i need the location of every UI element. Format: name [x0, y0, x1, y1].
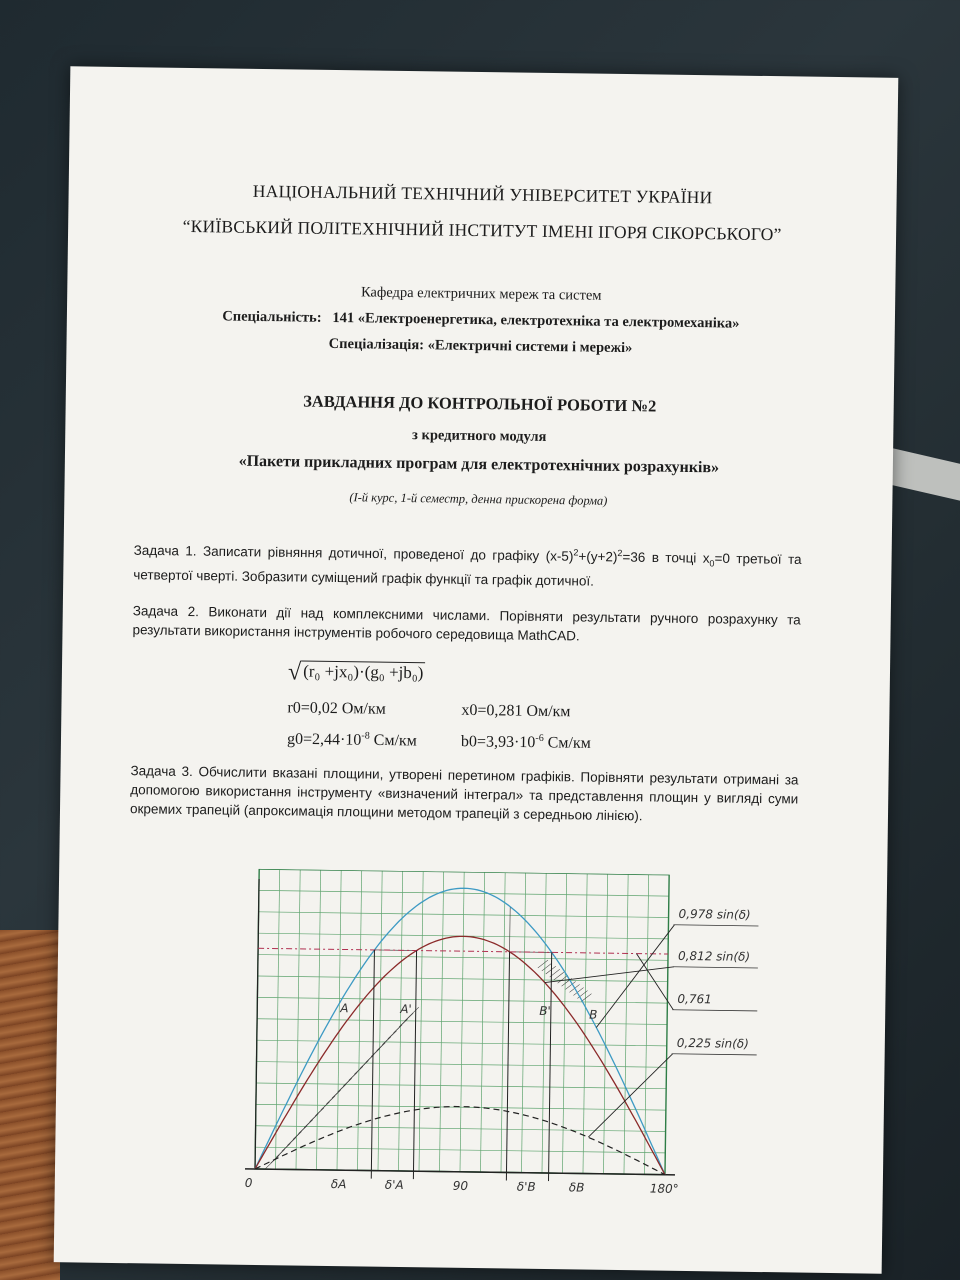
label-c1: 0,978 sin(δ) [678, 906, 751, 922]
point-a: A [340, 1001, 349, 1016]
hatch-line [282, 1137, 296, 1151]
hatch-line [287, 1131, 301, 1145]
hatch-line [538, 960, 548, 968]
hatch-line [388, 1025, 402, 1039]
label-pointer-lines [543, 923, 675, 1138]
specialty [67, 306, 895, 335]
task-title: ЗАВДАННЯ ДО КОНТРОЛЬНОЇ РОБОТИ №2 [303, 391, 657, 416]
axis-180: 180° [649, 1181, 679, 1196]
department: Кафедра електричних мереж та систем [360, 284, 602, 304]
label-underline-c1 [673, 925, 758, 926]
task-subtitle: з кредитного модуля [411, 427, 547, 445]
hatch-line [581, 994, 591, 1002]
delta-line [371, 950, 374, 1179]
task-3-graph [235, 869, 830, 1207]
formula-b0: $b0=3,93\cdot 10^{-6}$ См/км [460, 732, 591, 752]
module-name: «Пакети прикладних програм для електротехнічних розрахунків» [238, 452, 720, 477]
graph-grid [255, 869, 669, 1175]
hatch-line [293, 1125, 307, 1139]
point-a-prime: A' [400, 1001, 412, 1017]
formula-expression: √ (r₀ +jx₀)·(g₀ +jb₀) [288, 659, 426, 688]
hatch-line [354, 1060, 368, 1074]
axis-delta-b: δB [568, 1180, 585, 1195]
formula-g0: $g0=2,44\cdot 10^{-8}$ См/км [286, 730, 417, 750]
delta-line [413, 951, 416, 1180]
hatch-line [321, 1096, 335, 1110]
paper-sheet [54, 66, 899, 1273]
axis-90: 90 [452, 1178, 469, 1193]
label-c4: 0,225 sin(δ) [676, 1035, 749, 1051]
hatch-line [310, 1108, 324, 1122]
hatch-line [542, 963, 552, 971]
specialty-label: Спеціальність: [222, 308, 322, 326]
label-c3: 0,761 [677, 991, 712, 1007]
hatched-area-a [255, 948, 417, 1171]
hatch-line [546, 966, 556, 974]
university-line2: “КИЇВСЬКИЙ ПОЛІТЕХНІЧНИЙ ІНСТИТУТ ІМЕНІ ІГОРЯ СІКОРСЬКОГО” [182, 215, 782, 245]
hatch-line [304, 1114, 318, 1128]
delta-line [506, 952, 509, 1181]
hatch-line [326, 1090, 340, 1104]
label-underline-c4 [672, 1054, 757, 1055]
pointer-line [588, 1053, 672, 1139]
axis-delta-a: δA [330, 1177, 347, 1192]
label-c2: 0,812 sin(δ) [677, 948, 751, 964]
axis-delta-a-prime: δ'A [384, 1177, 404, 1193]
formula-r0: r0=0,02 Ом/км [287, 699, 386, 718]
course-note: (І-й курс, 1-й семестр, денна прискорена форма) [349, 490, 608, 508]
hatch-line [265, 1155, 279, 1169]
label-underline-c2 [673, 967, 758, 968]
axis-origin: 0 [244, 1175, 253, 1190]
hatch-line [558, 975, 568, 983]
task-2: Задача 2. Виконати дії над комплексними числами. Порівняти результати ручного розрахунку та результати використання інструментів робочого середовища MathCAD. [132, 603, 801, 644]
task-1: Задача 1. Записати рівняння дотичної, проведеної до графіку $(x-5)^2+(y+2)^2=36$ в точці $x_0=0$ третьої та четвертої чверті. Зобразити суміщений графік функції та графік дотичної. [133, 542, 802, 589]
specialty-value: 141 «Електроенергетика, електротехніка та електромеханіка» [332, 309, 740, 332]
label-underline-c3 [672, 1010, 757, 1011]
axis-delta-b-prime: δ'B [516, 1179, 536, 1194]
point-b-prime: B' [539, 1003, 551, 1019]
hatch-line [377, 1037, 391, 1051]
hatch-line [349, 1066, 363, 1080]
pointer-line [596, 924, 674, 1029]
wooden-table-background [0, 930, 60, 1280]
specialization: Спеціалізація: «Електричні системи і мережі» [328, 335, 633, 357]
formula-x0: x0=0,281 Ом/км [461, 701, 571, 721]
task-3: Задача 3. Обчислити вказані площини, утворені перетином графіків. Порівняти результати отримані за допомогою використання інструменту «визначений інтеграл» та представлення площин у вигляді суми окремих трапецій (апроксимація площини методом трапецій з середньою лінією). [129, 763, 799, 824]
hatch-line [338, 1078, 352, 1092]
hatch-line [332, 1084, 346, 1098]
university-line1: НАЦІОНАЛЬНИЙ ТЕХНІЧНИЙ УНІВЕРСИТЕТ УКРАЇНИ [252, 180, 713, 208]
hatch-line [360, 1054, 374, 1068]
hatch-line [382, 1031, 396, 1045]
hatch-line [554, 972, 564, 980]
point-b: B [589, 1007, 598, 1022]
